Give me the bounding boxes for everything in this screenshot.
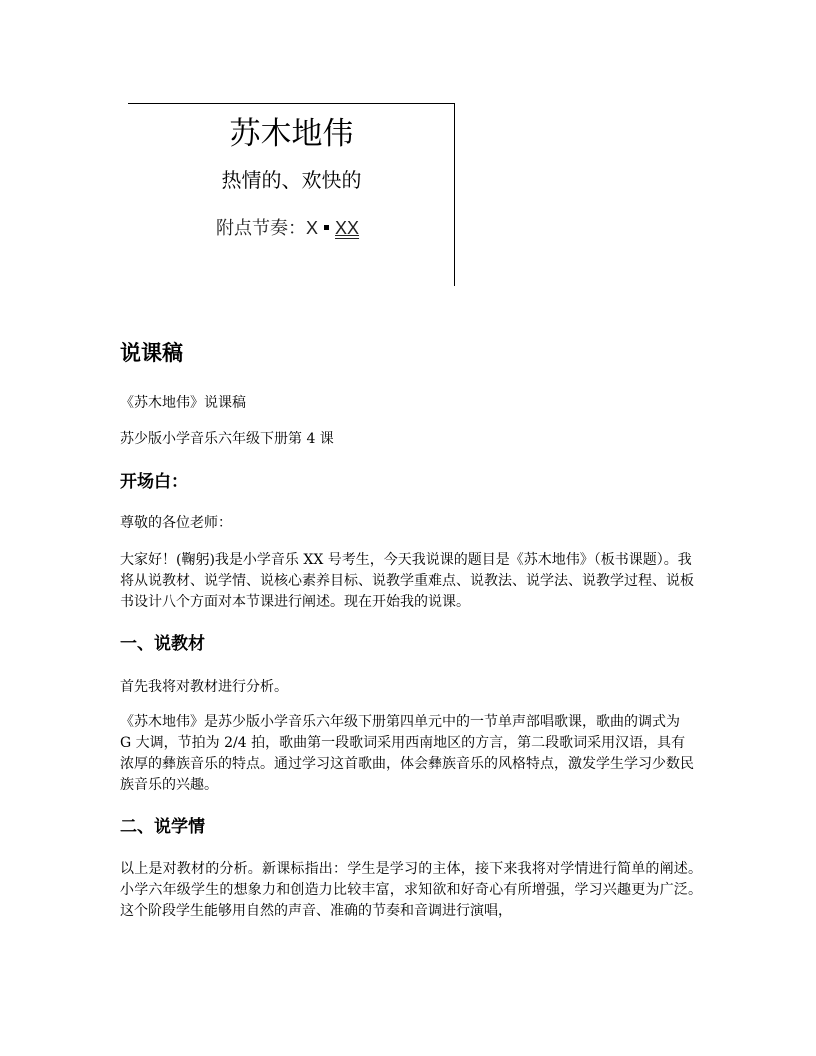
section1-paragraph1: 首先我将对教材进行分析。 bbox=[120, 679, 288, 695]
section2-paragraph1: 以上是对教材的分析。新课标指出：学生是学习的主体，接下来我将对学情进行简单的阐述。小学六年级学生的想象力和创造力比较丰富，求知欲和好奇心有所增强，学习兴趣更为广泛。这个阶段学生能够用自然的声音、准确的节奏和音调进行演唱， bbox=[120, 861, 702, 919]
section1-heading: 一、说教材 bbox=[120, 634, 205, 654]
doc-subtitle: 《苏木地伟》说课稿 bbox=[120, 395, 246, 411]
section2-heading: 二、说学情 bbox=[120, 817, 205, 837]
rhythm-label: 附点节奏： bbox=[216, 218, 306, 239]
section1-paragraph2: 《苏木地伟》是苏少版小学音乐六年级下册第四单元中的一节单声部唱歌课，歌曲的调式为 G 大调，节拍为 2/4 拍，歌曲第一段歌词采用西南地区的方言，第二段歌词采用汉语，具有浓厚的彝族音乐的特点。通过学习这首歌曲，体会彝族音乐的风格特点，激发学生学习少数民族音乐的兴趣。 bbox=[120, 714, 694, 793]
rhythm-dot-icon bbox=[324, 225, 329, 230]
intro-paragraph: 大家好！(鞠躬)我是小学音乐 XX 号考生，今天我说课的题目是《苏木地伟》（板书课题）。我将从说教材、说学情、说核心素养目标、说教学重难点、说教法、说学法、说教学过程、说板书设计八个方面对本节课进行阐述。现在开始我的说课。 bbox=[120, 552, 694, 610]
board-rhythm bbox=[216, 214, 359, 243]
lesson-info: 苏少版小学音乐六年级下册第 4 课 bbox=[120, 431, 334, 447]
rhythm-pair: XX bbox=[335, 218, 360, 238]
doc-heading: 说课稿 bbox=[120, 340, 183, 365]
board-mood: 热情的、欢快的 bbox=[221, 168, 362, 192]
greeting: 尊敬的各位老师： bbox=[120, 515, 232, 531]
rhythm-note: X bbox=[306, 218, 319, 238]
blackboard-box bbox=[128, 103, 455, 286]
opening-heading: 开场白： bbox=[120, 472, 188, 492]
board-title: 苏木地伟 bbox=[229, 116, 354, 152]
